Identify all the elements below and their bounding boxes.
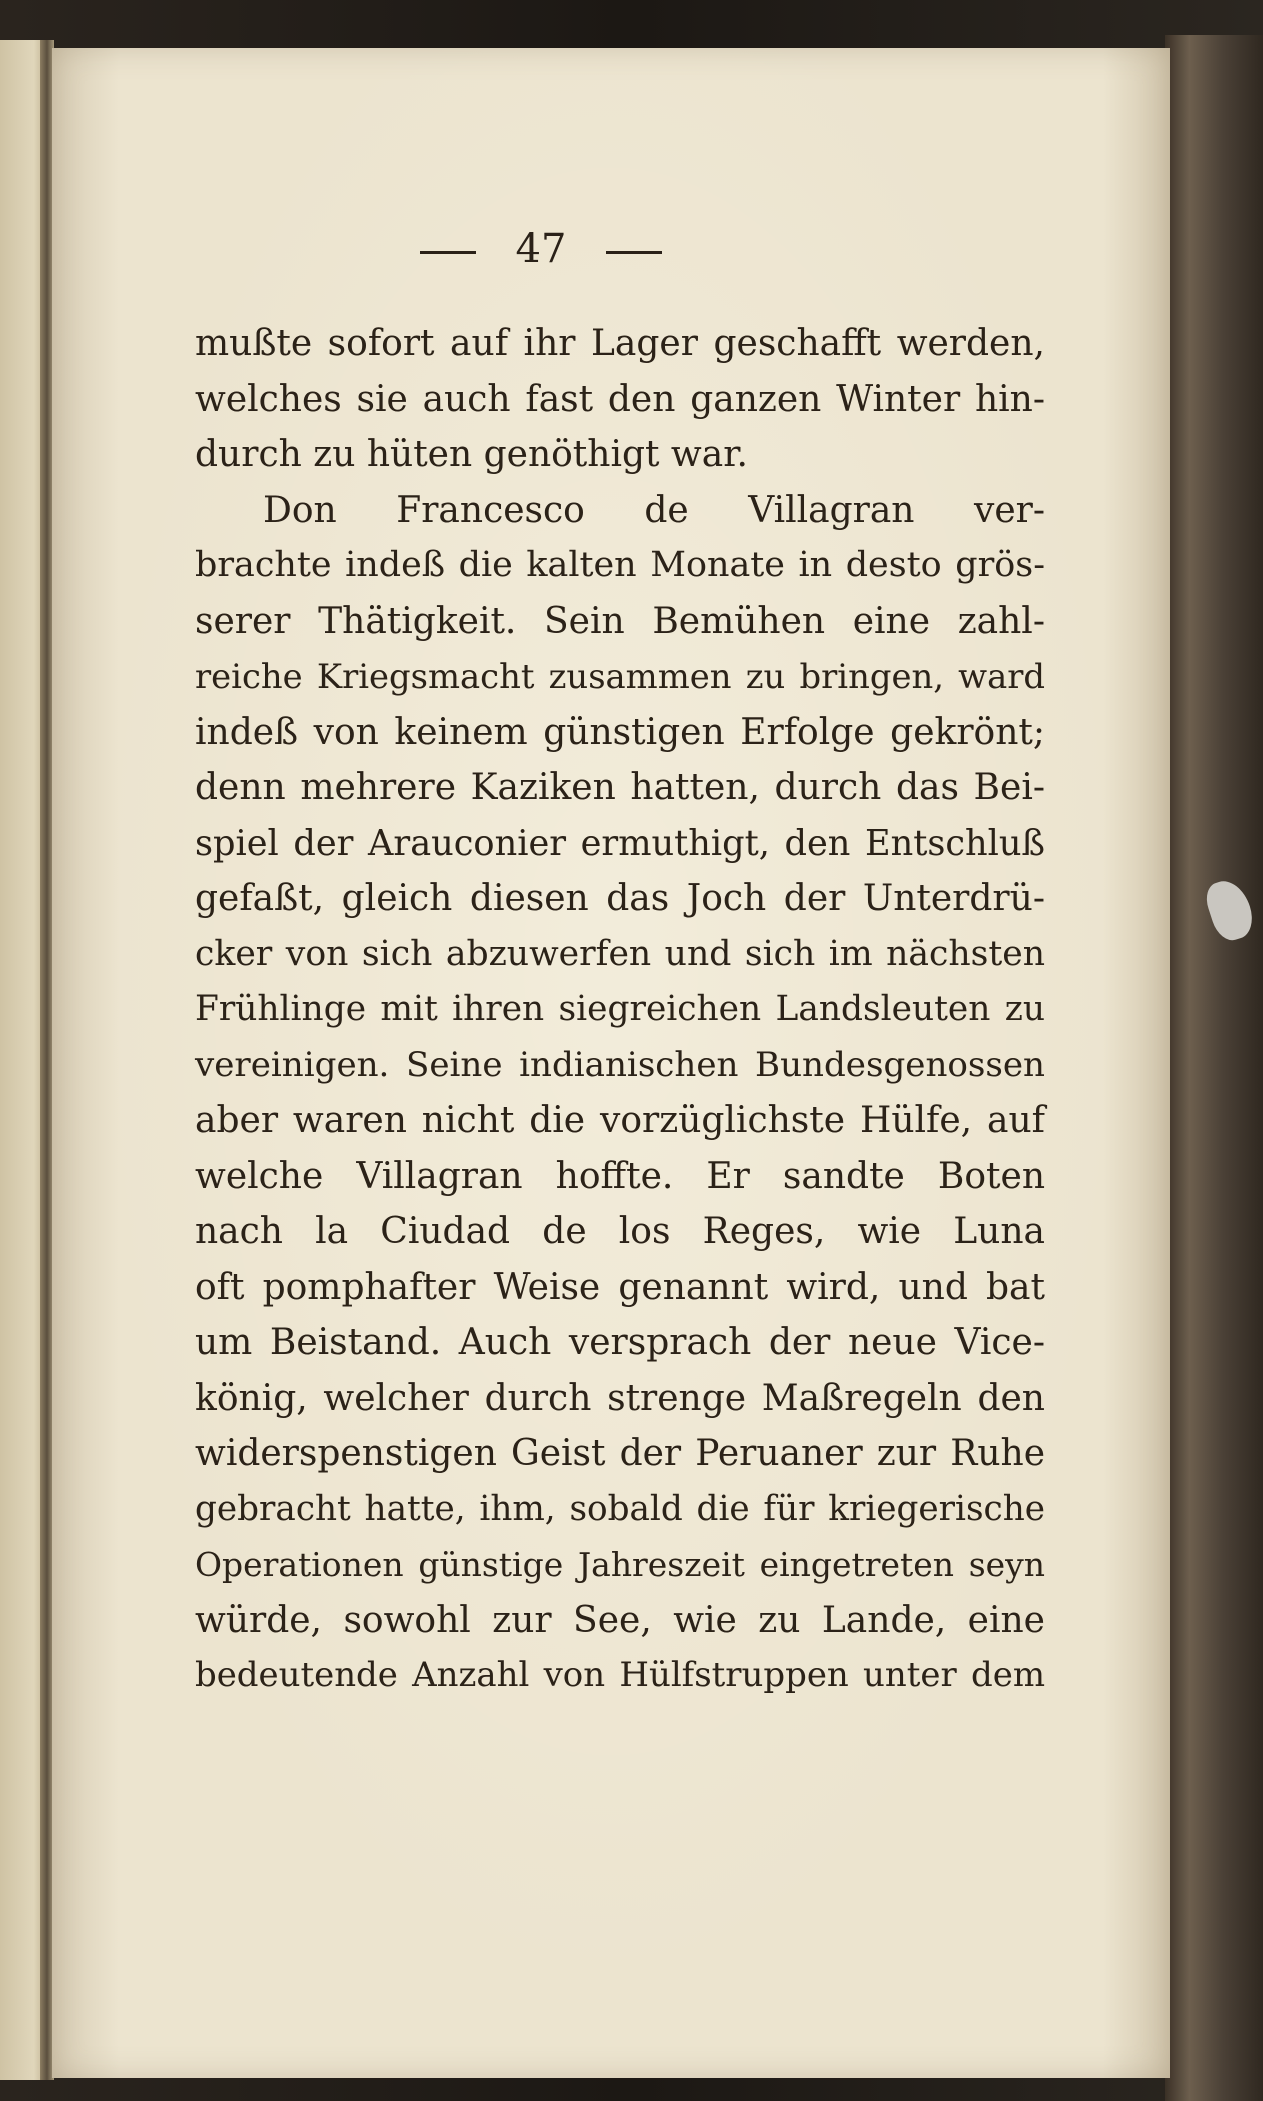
text-line: brachte indeß die kalten Monate in desto grös- (195, 545, 1045, 585)
text-line: welche Villagran hoffte. Er sandte Boten (195, 1155, 1045, 1197)
body-text (195, 316, 1045, 1704)
text-line: aber waren nicht die vorzüglichste Hülfe, auf (195, 1100, 1045, 1141)
text-line: würde, sowohl zur See, wie zu Lande, eine (195, 1599, 1045, 1641)
text-line: cker von sich abzuwerfen und sich im nächsten (195, 933, 1045, 974)
page-number-dash-right (606, 251, 662, 254)
book-cover-edge (1165, 35, 1263, 2101)
text-line: spiel der Arauconier ermuthigt, den Entschluß (195, 822, 1045, 864)
text-line: serer Thätigkeit. Sein Bemühen eine zahl- (195, 600, 1045, 642)
text-line: widerspenstigen Geist der Peruaner zur Ruhe (195, 1433, 1045, 1474)
text-line: Operationen günstige Jahreszeit eingetreten seyn (195, 1545, 1045, 1584)
text-line: mußte sofort auf ihr Lager geschafft werden, (195, 323, 1045, 364)
text-line: vereinigen. Seine indianischen Bundesgenossen (195, 1044, 1045, 1085)
text-line: gefaßt, gleich diesen das Joch der Unterdrü- (195, 878, 1045, 919)
text-line: nach la Ciudad de los Reges, wie Luna (195, 1211, 1045, 1252)
text-line: um Beistand. Auch versprach der neue Vice- (195, 1322, 1045, 1363)
text-line: welches sie auch fast den ganzen Winter hin- (195, 378, 1045, 420)
text-line: denn mehrere Kaziken hatten, durch das Bei- (195, 767, 1045, 808)
text-line: Frühlinge mit ihren siegreichen Landsleuten zu (195, 989, 1045, 1029)
page-number (0, 226, 1100, 272)
paragraph-start-line: Don Francesco de Villagran ver- (263, 489, 1045, 531)
text-line: indeß von keinem günstigen Erfolge gekrönt; (195, 711, 1045, 753)
text-line: könig, welcher durch strenge Maßregeln den (195, 1377, 1045, 1419)
book-page (52, 48, 1170, 2078)
text-line: reiche Kriegsmacht zusammen zu bringen, ward (195, 657, 1045, 696)
text-line: oft pomphafter Weise genannt wird, und bat (195, 1266, 1045, 1308)
page-number-dash-left (420, 251, 476, 254)
text-line: durch zu hüten genöthigt war. (195, 434, 748, 475)
text-line: bedeutende Anzahl von Hülfstruppen unter dem (195, 1655, 1045, 1695)
text-line: gebracht hatte, ihm, sobald die für kriegerische (195, 1488, 1045, 1529)
page-number-value: 47 (515, 226, 567, 272)
